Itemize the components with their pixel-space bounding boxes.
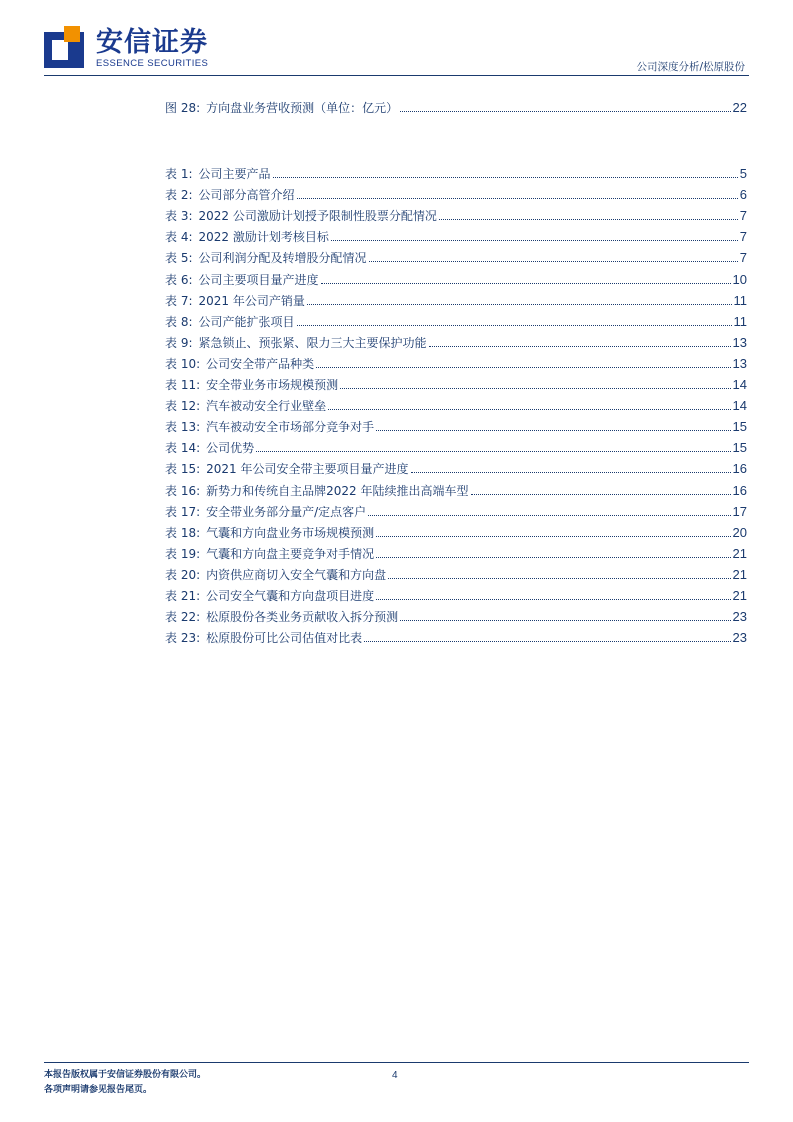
toc-entry-label: 表 22: (165, 610, 201, 625)
toc-entry-table[interactable] (165, 333, 747, 351)
toc-entry-title: 气囊和方向盘业务市场规模预测 (206, 525, 375, 540)
toc-entry-table[interactable] (165, 459, 747, 477)
toc-entry-label: 表 2: (165, 188, 193, 203)
toc-entry-label: 表 4: (165, 230, 193, 245)
toc-entry-page: 6 (739, 187, 747, 203)
toc-entry-title: 公司利润分配及转增股分配情况 (198, 251, 367, 266)
toc-entry-table[interactable] (165, 164, 747, 182)
toc-entry-table[interactable] (165, 312, 747, 330)
toc-entry-label: 表 5: (165, 251, 193, 266)
toc-entry-figure[interactable] (165, 98, 747, 116)
toc-entry-title: 汽车被动安全行业壁垒 (206, 399, 327, 414)
toc-leader-dots (297, 198, 738, 199)
toc-entry-page: 5 (739, 166, 747, 181)
toc-entry-title: 公司产能扩张项目 (198, 314, 295, 329)
toc-entry-label: 表 3: (165, 209, 193, 224)
toc-entry-label: 图 28: (165, 101, 201, 115)
toc-entry-title: 松原股份各类业务贡献收入拆分预测 (206, 610, 399, 625)
toc-entry-table[interactable] (165, 354, 747, 372)
toc-entry-page: 23 (732, 609, 747, 625)
toc-entry-title: 公司主要项目量产进度 (198, 272, 319, 287)
toc-leader-dots (400, 111, 730, 112)
toc-entry-label: 表 10: (165, 356, 201, 371)
toc-entry-page: 16 (732, 461, 747, 477)
footer-disclaimer (44, 1068, 206, 1098)
toc-leader-dots (340, 388, 730, 389)
page-number: 4 (392, 1070, 398, 1081)
toc-entry-title: 松原股份可比公司估值对比表 (206, 631, 363, 646)
toc-entry-label: 表 6: (165, 272, 193, 287)
toc-entry-page: 23 (732, 630, 747, 646)
toc-entry-table[interactable] (165, 565, 747, 583)
toc-entry-title: 方向盘业务营收预测（单位：亿元） (206, 101, 399, 115)
toc-entry-label: 表 15: (165, 462, 201, 477)
toc-entry-table[interactable] (165, 291, 747, 309)
toc-leader-dots (376, 430, 730, 431)
toc-entry-label: 表 21: (165, 589, 201, 603)
toc-entry-title: 安全带业务市场规模预测 (206, 378, 339, 392)
toc-entry-title: 公司优势 (206, 441, 255, 456)
toc-entry-table[interactable] (165, 523, 747, 541)
toc-leader-dots (376, 557, 730, 558)
disclaimer-line: 各项声明请参见报告尾页。 (44, 1085, 153, 1095)
toc-entry-label: 表 16: (165, 483, 201, 498)
toc-entry-page: 13 (732, 355, 747, 371)
toc-leader-dots (471, 494, 731, 495)
toc-leader-dots (297, 325, 732, 326)
toc-entry-title: 2022 激励计划考核目标 (198, 230, 329, 245)
toc-entry-table[interactable] (165, 481, 747, 499)
toc-entry-title: 新势力和传统自主品牌2022 年陆续推出高端车型 (206, 483, 469, 498)
toc-leader-dots (328, 409, 730, 410)
toc-entry-table[interactable] (165, 628, 747, 646)
toc-entry-table[interactable] (165, 227, 747, 245)
brand-name-en: ESSENCE SECURITIES (96, 58, 209, 69)
toc-entry-title: 紧急锁止、预张紧、限力三大主要保护功能 (198, 335, 427, 350)
toc-leader-dots (429, 346, 731, 347)
brand-name-cn: 安信证券 (96, 27, 208, 58)
toc-entry-page: 13 (732, 334, 747, 350)
toc-entry-page: 20 (732, 524, 747, 540)
toc-entry-page: 7 (739, 229, 747, 245)
toc-entry-label: 表 1: (165, 167, 193, 181)
toc-entry-page: 21 (732, 566, 747, 582)
toc-leader-dots (331, 240, 738, 241)
toc-leader-dots (321, 283, 731, 284)
toc-entry-label: 表 11: (165, 378, 201, 392)
toc-entry-table[interactable] (165, 417, 747, 435)
toc-entry-page: 7 (739, 208, 747, 224)
toc-leader-dots (439, 219, 738, 220)
toc-entry-table[interactable] (165, 438, 747, 456)
toc-entry-label: 表 9: (165, 335, 193, 350)
toc-leader-dots (411, 472, 731, 473)
toc-entry-title: 汽车被动安全市场部分竞争对手 (206, 420, 375, 435)
toc-entry-page: 7 (739, 250, 747, 266)
toc-leader-dots (400, 620, 730, 621)
toc-leader-dots (368, 515, 730, 516)
toc-entry-label: 表 19: (165, 546, 201, 561)
toc-entry-page: 14 (732, 398, 747, 414)
toc-entry-title: 公司部分高管介绍 (198, 188, 295, 203)
toc-entry-table[interactable] (165, 396, 747, 414)
toc-leader-dots (307, 304, 732, 305)
toc-entry-table[interactable] (165, 375, 747, 393)
copyright-line: 本报告版权属于安信证券股份有限公司。 (44, 1070, 207, 1080)
toc-entry-label: 表 13: (165, 420, 201, 435)
toc-entry-title: 安全带业务部分量产/定点客户 (206, 504, 367, 519)
toc-entry-title: 公司安全带产品种类 (206, 356, 315, 371)
page-header (0, 0, 793, 80)
toc-entry-table[interactable] (165, 607, 747, 625)
toc-entry-title: 公司安全气囊和方向盘项目进度 (206, 589, 375, 603)
toc-entry-table[interactable] (165, 502, 747, 520)
toc-entry-page: 17 (732, 503, 747, 519)
toc-entry-page: 14 (732, 377, 747, 392)
toc-leader-dots (364, 641, 730, 642)
toc-entry-label: 表 8: (165, 314, 193, 329)
toc-entry-page: 15 (732, 419, 747, 435)
toc-entry-table[interactable] (165, 248, 747, 266)
toc-entry-title: 公司主要产品 (198, 167, 271, 181)
toc-entry-table[interactable] (165, 206, 747, 224)
toc-entry-page: 22 (732, 100, 747, 115)
toc-entry-page: 10 (732, 271, 747, 287)
essence-logo-icon (44, 26, 84, 68)
toc-leader-dots (376, 599, 730, 600)
toc-entry-title: 2021 年公司安全带主要项目量产进度 (206, 462, 409, 477)
toc-leader-dots (369, 261, 738, 262)
toc-entry-label: 表 14: (165, 441, 201, 456)
toc-entry-title: 2021 年公司产销量 (198, 293, 305, 308)
toc-entry-title: 内资供应商切入安全气囊和方向盘 (206, 567, 387, 582)
toc-leader-dots (256, 451, 730, 452)
toc-entry-table[interactable] (165, 270, 747, 288)
toc-entry-label: 表 17: (165, 504, 201, 519)
toc-entry-label: 表 23: (165, 631, 201, 646)
toc-entry-table[interactable] (165, 586, 747, 604)
toc-entry-page: 21 (732, 588, 747, 603)
toc-entry-title: 气囊和方向盘主要竞争对手情况 (206, 546, 375, 561)
toc-entry-label: 表 20: (165, 567, 201, 582)
toc-entry-page: 11 (733, 292, 747, 308)
header-divider (44, 75, 749, 76)
report-type: 公司深度分析/松原股份 (636, 61, 745, 73)
toc-entry-label: 表 7: (165, 293, 193, 308)
toc-entry-page: 11 (733, 313, 747, 329)
toc-entry-title: 2022 公司激励计划授予限制性股票分配情况 (198, 209, 437, 224)
toc-entry-label: 表 12: (165, 399, 201, 414)
toc-entry-table[interactable] (165, 185, 747, 203)
toc-leader-dots (376, 536, 730, 537)
toc-leader-dots (273, 177, 738, 178)
toc-entry-page: 15 (732, 440, 747, 456)
toc-entry-page: 16 (732, 482, 747, 498)
toc-leader-dots (388, 578, 730, 579)
toc-entry-page: 21 (732, 545, 747, 561)
toc-entry-table[interactable] (165, 544, 747, 562)
footer-divider (44, 1062, 749, 1063)
toc-entry-label: 表 18: (165, 525, 201, 540)
toc-leader-dots (316, 367, 730, 368)
